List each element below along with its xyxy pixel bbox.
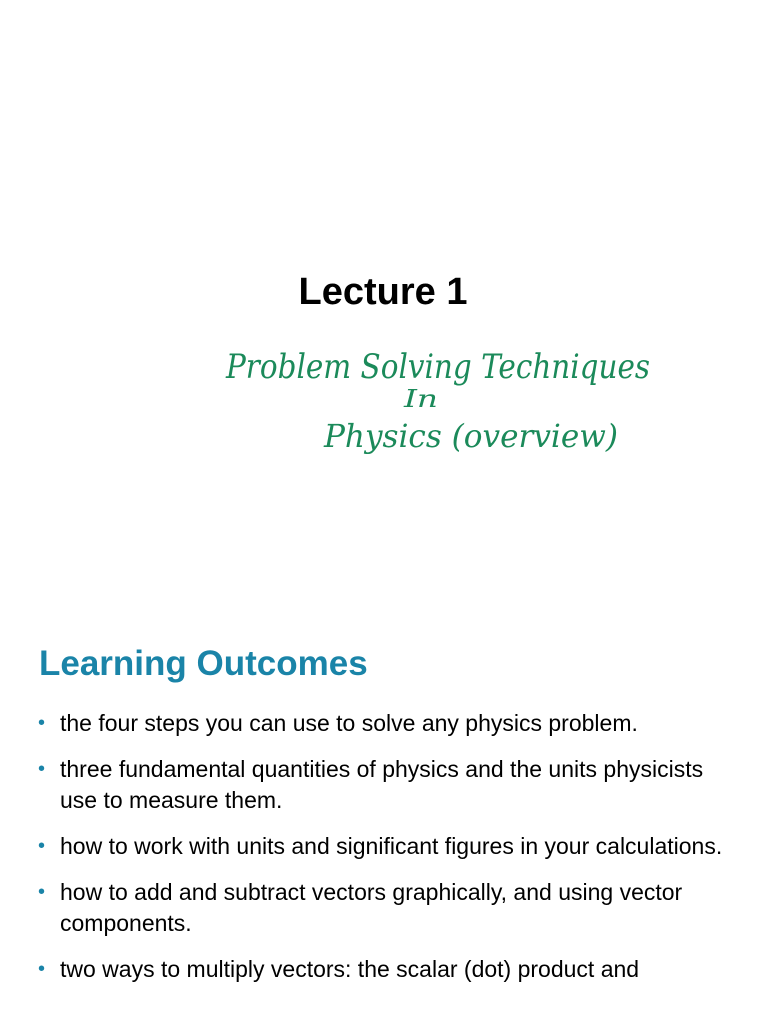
list-item	[0, 708, 768, 739]
list-item-text: how to work with units and significant figures in your calculations.	[60, 833, 723, 859]
learning-outcomes-list	[0, 708, 768, 1000]
list-item-text: three fundamental quantities of physics and the units physicists use to measure them.	[60, 756, 704, 813]
bullet-icon: •	[38, 758, 46, 780]
list-item	[0, 954, 768, 985]
bullet-icon: •	[38, 712, 46, 734]
bullet-icon: •	[38, 881, 46, 903]
list-item-text: two ways to multiply vectors: the scalar (dot) product and	[60, 956, 640, 982]
list-item-text: the four steps you can use to solve any physics problem.	[60, 710, 638, 736]
list-item-text: how to add and subtract vectors graphically, and using vector components.	[60, 879, 683, 936]
slide-title: Lecture 1	[298, 271, 468, 313]
list-item	[0, 877, 768, 939]
handwritten-line-1: Problem Solving Techniques	[225, 347, 651, 387]
section-heading: Learning Outcomes	[39, 644, 368, 683]
handwritten-line-2: In	[402, 385, 438, 413]
bullet-icon: •	[38, 958, 46, 980]
bullet-icon: •	[38, 835, 46, 857]
handwritten-line-3: Physics (overview)	[323, 417, 618, 455]
list-item	[0, 754, 768, 816]
list-item	[0, 831, 768, 862]
